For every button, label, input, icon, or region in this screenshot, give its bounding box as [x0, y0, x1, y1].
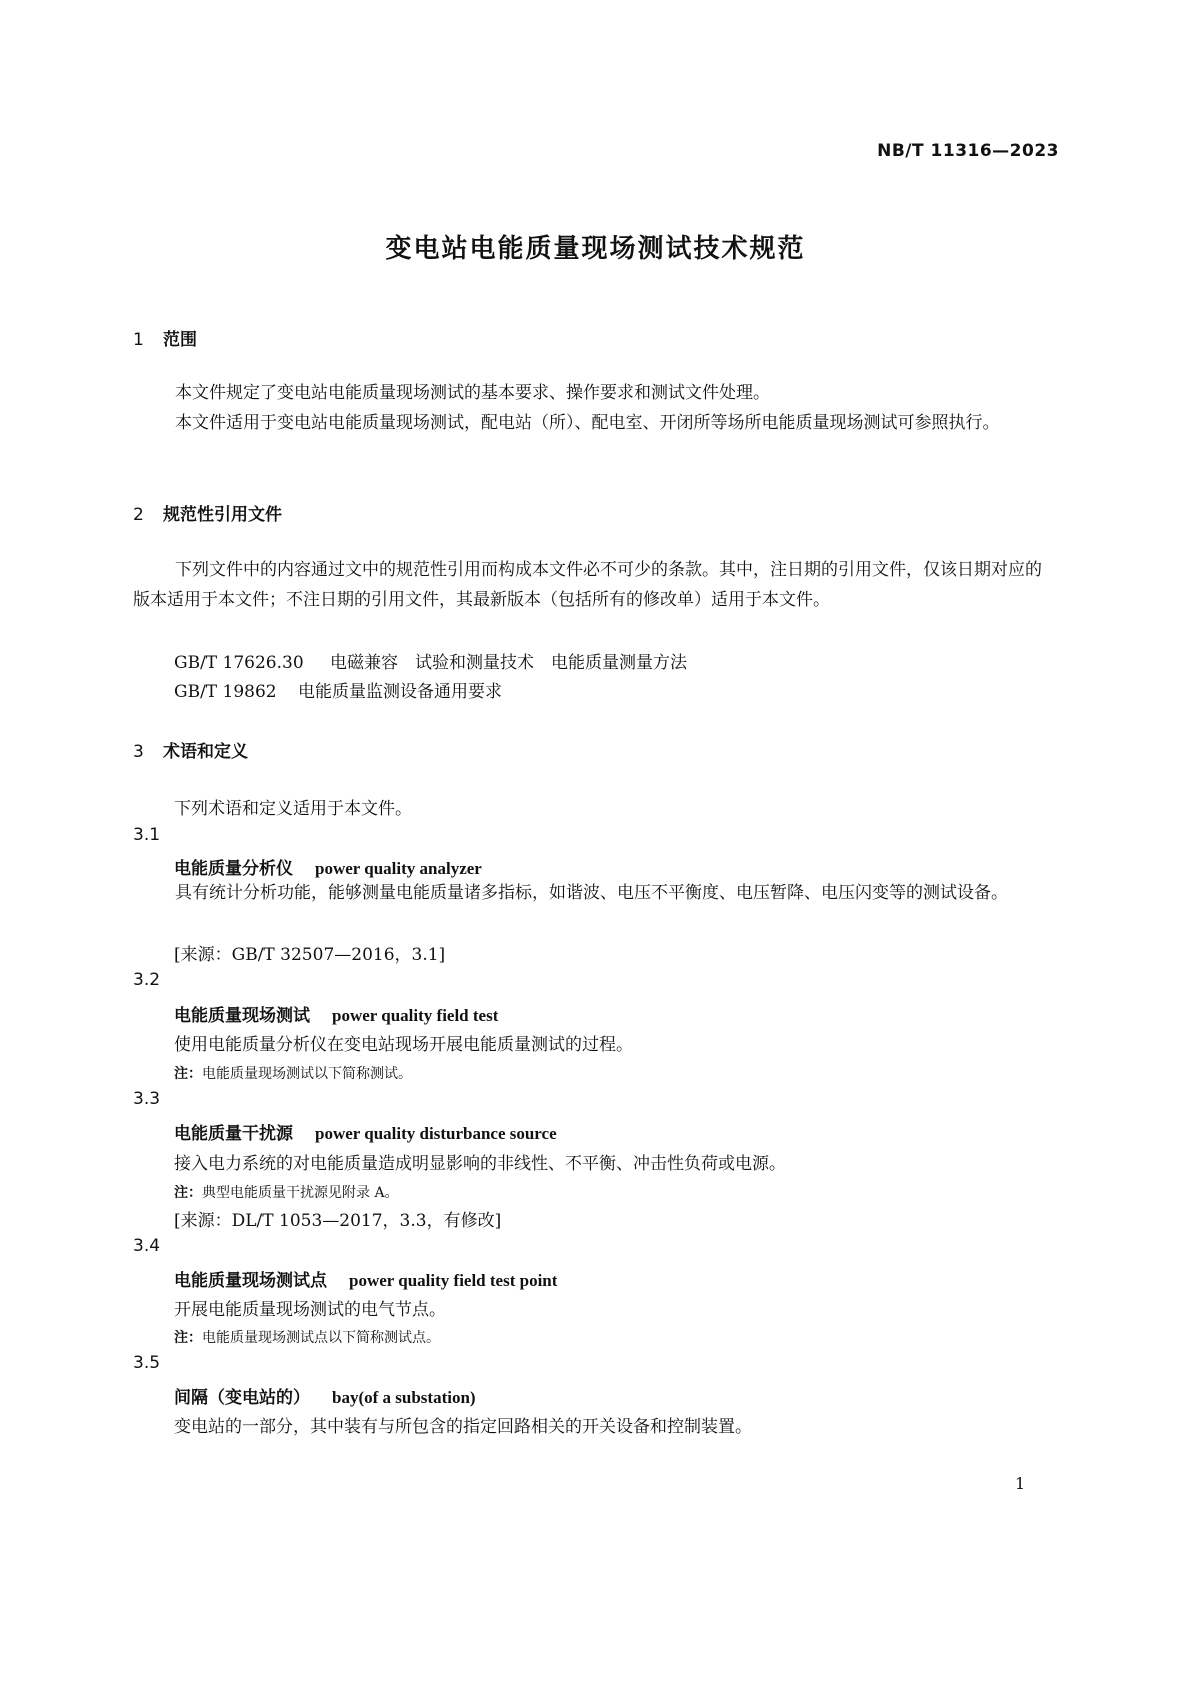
- section-title: 规范性引用文件: [163, 505, 282, 525]
- section-1-paragraph-1: [133, 378, 1056, 408]
- term-chinese: 间隔（变电站的）: [174, 1388, 310, 1408]
- term-note: [174, 1182, 399, 1202]
- term-definition: 开展电能质量现场测试的电气节点。: [174, 1300, 446, 1320]
- term-definition: 使用电能质量分析仪在变电站现场开展电能质量测试的过程。: [174, 1035, 633, 1055]
- section-3-intro: 下列术语和定义适用于本文件。: [174, 799, 412, 819]
- reference-item: [174, 648, 687, 673]
- term-english: power quality disturbance source: [315, 1124, 557, 1143]
- term-english: power quality field test: [332, 1006, 499, 1025]
- section-title: 范围: [163, 330, 197, 350]
- note-label: 注：: [174, 1330, 202, 1346]
- section-number: 1: [133, 330, 144, 350]
- reference-code: GB/T 17626.30: [174, 653, 304, 673]
- term-english: power quality analyzer: [315, 859, 482, 878]
- term-definition: [133, 878, 1056, 908]
- reference-item: [174, 677, 502, 702]
- term-number: 3.1: [133, 825, 161, 845]
- term-note: [174, 1063, 412, 1083]
- note-text: 典型电能质量干扰源见附录 A。: [202, 1185, 399, 1201]
- term-chinese: 电能质量现场测试点: [174, 1271, 327, 1291]
- reference-title: 电能质量监测设备通用要求: [298, 682, 502, 702]
- section-1-paragraph-2: [133, 408, 1056, 438]
- note-label: 注：: [174, 1066, 202, 1082]
- paragraph-text: 下列文件中的内容通过文中的规范性引用而构成本文件必不可少的条款。其中，注日期的引用文件，仅该日期对应的版本适用于本文件；不注日期的引用文件，其最新版本（包括所有的修改单）适用于本文件。: [133, 560, 1042, 610]
- term-english: power quality field test point: [349, 1271, 558, 1290]
- note-text: 电能质量现场测试点以下简称测试点。: [202, 1330, 440, 1346]
- section-2-paragraph-1: [133, 555, 1056, 615]
- term-definition: 变电站的一部分，其中装有与所包含的指定回路相关的开关设备和控制装置。: [174, 1417, 752, 1437]
- term-chinese: 电能质量分析仪: [174, 859, 293, 879]
- term-source: [来源：GB/T 32507—2016，3.1]: [174, 945, 446, 965]
- section-3-heading: [133, 737, 248, 762]
- term-source: [来源：DL/T 1053—2017，3.3，有修改]: [174, 1211, 502, 1231]
- term-heading: [174, 1266, 557, 1291]
- paragraph-text: 本文件规定了变电站电能质量现场测试的基本要求、操作要求和测试文件处理。: [175, 383, 770, 403]
- term-number: 3.5: [133, 1353, 161, 1373]
- section-number: 2: [133, 505, 144, 525]
- term-chinese: 电能质量干扰源: [174, 1124, 293, 1144]
- term-heading: [174, 1001, 498, 1026]
- reference-title: 电磁兼容 试验和测量技术 电能质量测量方法: [330, 653, 687, 673]
- paragraph-text: 具有统计分析功能，能够测量电能质量诸多指标，如谐波、电压不平衡度、电压暂降、电压闪变等的测试设备。: [175, 883, 1008, 903]
- reference-code: GB/T 19862: [174, 682, 277, 702]
- section-title: 术语和定义: [163, 742, 248, 762]
- term-number: 3.3: [133, 1089, 161, 1109]
- term-definition: 接入电力系统的对电能质量造成明显影响的非线性、不平衡、冲击性负荷或电源。: [174, 1154, 786, 1174]
- term-number: 3.2: [133, 970, 161, 990]
- term-note: [174, 1327, 440, 1347]
- document-title: 变电站电能质量现场测试技术规范: [385, 234, 806, 264]
- page-number: 1: [1015, 1474, 1026, 1493]
- term-heading: [174, 854, 482, 879]
- note-label: 注：: [174, 1185, 202, 1201]
- note-text: 电能质量现场测试以下简称测试。: [202, 1066, 412, 1082]
- section-2-heading: [133, 500, 282, 525]
- paragraph-text: 本文件适用于变电站电能质量现场测试，配电站（所）、配电室、开闭所等场所电能质量现场测试可参照执行。: [175, 413, 1000, 433]
- term-heading: [174, 1119, 557, 1144]
- section-number: 3: [133, 742, 144, 762]
- term-number: 3.4: [133, 1236, 161, 1256]
- term-heading: [174, 1383, 476, 1408]
- term-chinese: 电能质量现场测试: [174, 1006, 310, 1026]
- term-english: bay(of a substation): [332, 1388, 476, 1407]
- section-1-heading: [133, 325, 197, 350]
- standard-code: NB/T 11316—2023: [877, 141, 1059, 161]
